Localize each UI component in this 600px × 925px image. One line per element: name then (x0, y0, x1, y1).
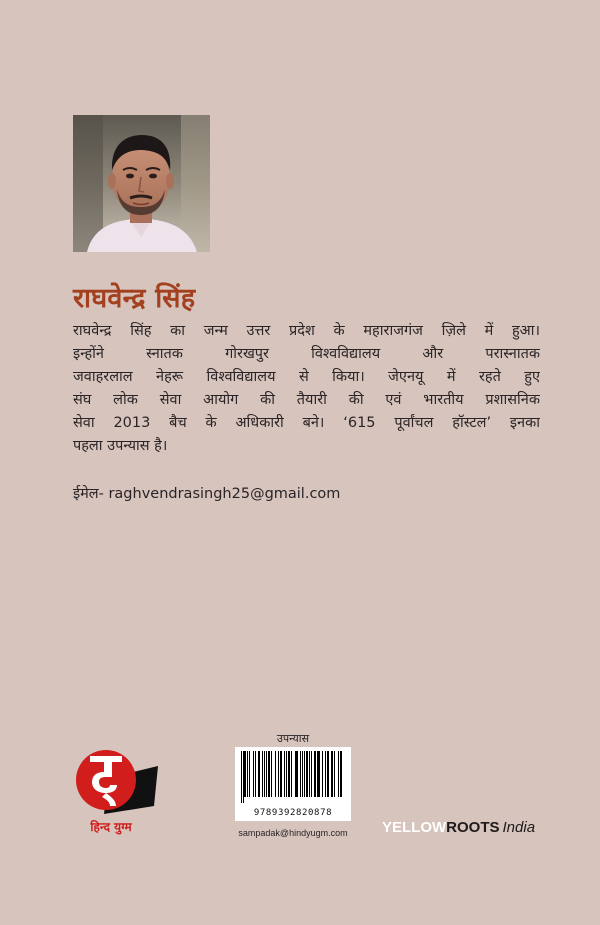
barcode-bar (331, 751, 333, 797)
barcode-bar (258, 751, 260, 797)
author-portrait-image (73, 115, 210, 252)
author-email: ईमेल- raghvendrasingh25@gmail.com (73, 486, 341, 502)
isbn-number: 9789392820878 (253, 808, 333, 818)
barcode-bar (271, 751, 272, 797)
bio-line: इन्होंने स्नातक गोरखपुर विश्वविद्यालय और परास्नातक (73, 346, 540, 362)
barcode-bar (241, 751, 242, 803)
publisher-logo-mark (70, 738, 160, 818)
author-name-heading: राघवेन्द्र सिंह (73, 283, 196, 314)
barcode-bar (338, 751, 339, 797)
imprint-part-roots: ROOTS (446, 819, 500, 836)
bio-line: संघ लोक सेवा आयोग की तैयारी की एवं भारतीय प्रशासनिक (73, 392, 540, 408)
barcode-bars (235, 747, 351, 807)
barcode-bar (317, 751, 320, 797)
barcode-bar (286, 751, 287, 797)
barcode-bar (314, 751, 316, 797)
barcode-bar (311, 751, 312, 797)
barcode-bar (249, 751, 250, 797)
barcode-bar (300, 751, 301, 797)
isbn-barcode (235, 747, 351, 821)
barcode-bar (306, 751, 308, 797)
barcode-bar (309, 751, 310, 797)
barcode-bar (280, 751, 282, 797)
barcode-bar (278, 751, 279, 797)
imprint-part-india: India (502, 819, 536, 836)
publisher-name: हिन्द युग्म (90, 820, 132, 834)
barcode-bar (243, 751, 244, 803)
genre-label: उपन्यास (276, 732, 310, 745)
barcode-bar (268, 751, 270, 797)
barcode-bar (340, 751, 342, 797)
barcode-bar (288, 751, 290, 797)
barcode-bar (264, 751, 265, 797)
barcode-bar (247, 751, 248, 797)
bio-line: पहला उपन्यास है। (73, 438, 168, 454)
publisher-email: sampadak@hindyugm.com (238, 828, 348, 838)
barcode-bar (255, 751, 256, 797)
barcode-bar (322, 751, 323, 797)
imprint-logo (382, 819, 535, 836)
author-photo (73, 115, 210, 252)
bio-line: जवाहरलाल नेहरू विश्वविद्यालय से किया। जेएनयू में रहते हुए (73, 369, 540, 385)
barcode-bar (244, 751, 246, 797)
barcode-bar (291, 751, 292, 797)
barcode-bar (304, 751, 305, 797)
barcode-bar (295, 751, 298, 797)
barcode-bar (325, 751, 326, 797)
barcode-bar (284, 751, 285, 797)
bio-line: सेवा 2013 बैच के अधिकारी बने। ‘615 पूर्वांचल हॉस्टल’ इनका (73, 415, 540, 431)
imprint-part-yellow: YELLOW (382, 819, 447, 836)
barcode-bar (334, 751, 335, 797)
author-bio (73, 320, 540, 458)
barcode-bar (302, 751, 303, 797)
bio-line: राघवेन्द्र सिंह का जन्म उत्तर प्रदेश के महाराजगंज ज़िले में हुआ। (73, 323, 540, 339)
barcode-bar (266, 751, 267, 797)
barcode-bar (275, 751, 276, 797)
barcode-bar (262, 751, 263, 797)
barcode-bar (327, 751, 329, 797)
barcode-bar (253, 751, 254, 797)
